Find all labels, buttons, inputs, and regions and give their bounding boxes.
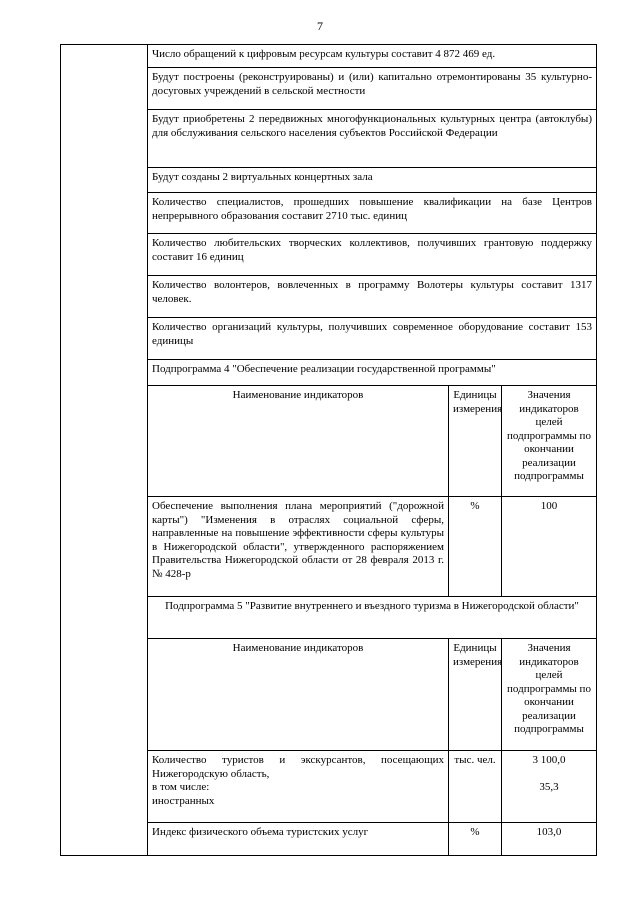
sp5-row-index-name: [147, 822, 449, 856]
unit-text: %: [470, 826, 480, 838]
header-text: Значения индикаторов целей подпрограммы по окончании реализации подпрограммы: [507, 642, 591, 735]
indicator-row-autoclubs: [147, 109, 597, 168]
indicators-table: [60, 44, 597, 856]
indicator-text: Число обращений к цифровым ресурсам культуры составит 4 872 469 ед.: [152, 48, 496, 60]
header-text: Единицы измерения: [453, 389, 503, 415]
indicator-row-amateur-groups: [147, 233, 597, 276]
indicator-row-cultural-centers: [147, 67, 597, 110]
header-text: Единицы измерения: [453, 642, 503, 668]
sp4-header-name: [147, 385, 449, 497]
page-number: 7: [317, 19, 323, 33]
value-text: 100: [540, 500, 558, 512]
sp4-row-value: [501, 496, 597, 597]
indicator-text: Количество организаций культуры, получивших современное оборудование составит 153 единицы: [152, 321, 592, 347]
unit-text: тыс. чел.: [454, 754, 496, 766]
indicator-row-digital-resources: [147, 44, 597, 68]
sp5-row-tourists-unit: [448, 750, 502, 823]
indicator-text: Количество туристов и экскурсантов, посещающих Нижегородскую область,: [152, 754, 444, 780]
indicator-row-virtual-halls: [147, 167, 597, 193]
indicator-text: Количество волонтеров, вовлеченных в программу Волотеры культуры составит 1317 человек.: [152, 279, 592, 305]
indicator-text: Количество специалистов, прошедших повышение квалификации на базе Центров непрерывного образования составит 2710 тыс. единиц: [152, 196, 592, 222]
indicator-text: Будут приобретены 2 передвижных многофункциональных культурных центра (автоклубы) для обслуживания сельского населения субъектов Российской Федерации: [152, 113, 592, 139]
sp4-header-unit: [448, 385, 502, 497]
sp5-header-name: [147, 638, 449, 751]
sp5-header-unit: [448, 638, 502, 751]
sp4-row-name: [147, 496, 449, 597]
sp5-row-tourists-name: [147, 750, 449, 823]
indicator-text: Будут созданы 2 виртуальных концертных зала: [152, 171, 373, 183]
header-text: Наименование индикаторов: [232, 389, 364, 401]
sp4-header-value: [501, 385, 597, 497]
sp5-row-index-unit: [448, 822, 502, 856]
indicator-row-volunteers: [147, 275, 597, 318]
indicator-text: Количество любительских творческих коллективов, получивших грантовую поддержку составит 16 единиц: [152, 237, 592, 263]
sp5-header-value: [501, 638, 597, 751]
value-text: 103,0: [536, 826, 562, 838]
value-text: 35,3: [539, 780, 559, 793]
sp5-row-tourists-value: [501, 750, 597, 823]
indicator-text: Обеспечение выполнения плана мероприятий ("дорожной карты") "Изменения в отраслях социальной сферы, направленные на повышение эффективности сферы культуры в Нижегородской области", утвержденного распоряжением Правительства Нижегородской области от 28 февраля 2013 г. № 428-р: [152, 500, 444, 580]
sp4-row-unit: [448, 496, 502, 597]
subprogram-title-text: Подпрограмма 5 "Развитие внутреннего и въездного туризма в Нижегородской области": [165, 600, 579, 612]
header-text: Наименование индикаторов: [232, 642, 364, 654]
subprogram-title-text: Подпрограмма 4 "Обеспечение реализации государственной программы": [152, 363, 496, 375]
indicator-subtext: иностранных: [152, 794, 215, 807]
sp5-row-index-value: [501, 822, 597, 856]
indicator-text: Индекс физического объема туристских услуг: [152, 826, 369, 838]
indicator-row-equipment: [147, 317, 597, 360]
left-column: [60, 44, 147, 856]
value-text: 3 100,0: [532, 754, 566, 766]
indicator-subtext: в том числе:: [152, 781, 210, 793]
unit-text: %: [470, 500, 480, 512]
header-text: Значения индикаторов целей подпрограммы по окончании реализации подпрограммы: [507, 389, 591, 482]
indicator-text: Будут построены (реконструированы) и (или) капитально отремонтированы 35 культурно-досуговых учреждений в сельской местности: [152, 71, 592, 97]
subprogram-5-title: [147, 596, 597, 639]
indicator-row-specialists: [147, 192, 597, 234]
subprogram-4-title: [147, 359, 597, 386]
